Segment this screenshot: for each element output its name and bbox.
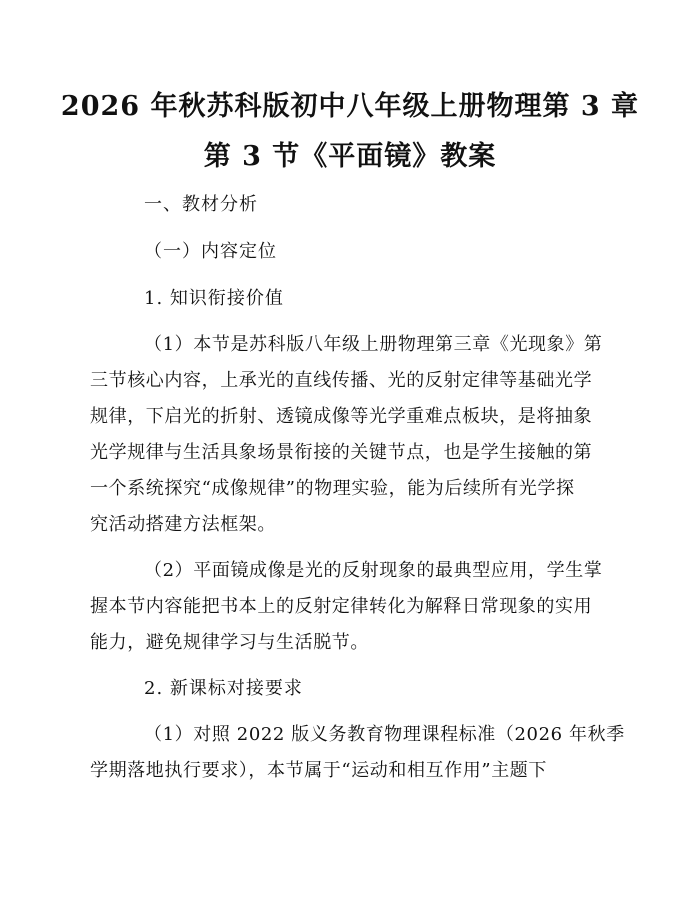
paragraph-line: 握本节内容能把书本上的反射定律转化为解释日常现象的实用 (90, 596, 593, 617)
document-title-line-2: 第 3 节《平面镜》教案 (203, 141, 497, 172)
paragraph-line: （1）本节是苏科版八年级上册物理第三章《光现象》第 (144, 334, 603, 355)
paragraph-line: （1）对照 2022 版义务教育物理课程标准（2026 年秋季 (144, 724, 625, 745)
document-title-line-1: 2026 年秋苏科版初中八年级上册物理第 3 章 (60, 91, 640, 122)
item-heading-curriculum: 2. 新课标对接要求 (144, 678, 303, 699)
paragraph-line: 学期落地执行要求），本节属于“运动和相互作用”主题下 (90, 760, 548, 781)
item-heading-knowledge-link: 1. 知识衔接价值 (144, 288, 284, 309)
paragraph-line: 能力，避免规律学习与生活脱节。 (90, 632, 369, 653)
paragraph-line: 三节核心内容，上承光的直线传播、光的反射定律等基础光学 (90, 370, 593, 391)
paragraph-line: 规律，下启光的折射、透镜成像等光学重难点板块，是将抽象 (90, 406, 593, 427)
paragraph-line: 光学规律与生活具象场景衔接的关键节点，也是学生接触的第 (90, 442, 593, 463)
paragraph-line: 一个系统探究“成像规律”的物理实验，能为后续所有光学探 (90, 478, 575, 499)
section-heading: 一、教材分析 (144, 194, 258, 215)
paragraph-line: （2）平面镜成像是光的反射现象的最典型应用，学生掌 (144, 560, 603, 581)
subsection-heading: （一）内容定位 (144, 241, 277, 262)
paragraph-line: 究活动搭建方法框架。 (90, 514, 276, 535)
